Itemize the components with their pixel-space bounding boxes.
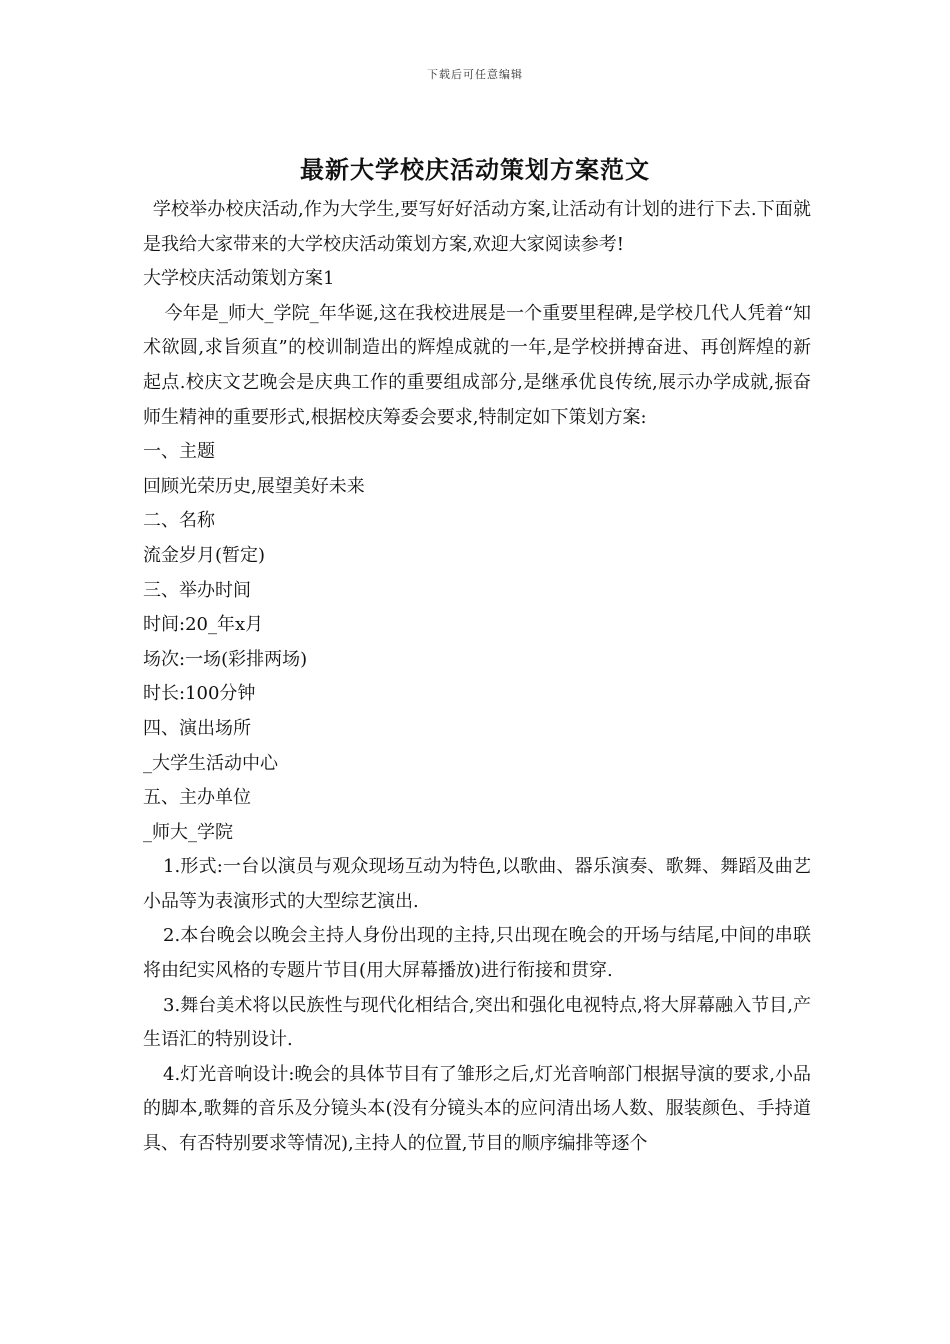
duration-text: 时长:100分钟 [143,683,256,705]
venue-text: _大学生活动中心 [143,752,278,774]
heading-time: 三、举办时间 [143,579,251,601]
heading-organizer: 五、主办单位 [143,787,251,809]
item-3-stage: 3.舞台美术将以民族性与现代化相结合,突出和强化电视特点,将大屏幕融入节目,产生语汇的特别设计. [143,994,811,1051]
intro-paragraph: 学校举办校庆活动,作为大学生,要写好好活动方案,让活动有计划的进行下去.下面就是我给大家带来的大学校庆活动策划方案,欢迎大家阅读参考! [143,199,811,255]
time-text: 时间:20_年x月 [143,614,264,636]
heading-theme: 一、主题 [143,441,215,463]
organizer-text: _师大_学院 [143,821,233,843]
item-4-lighting: 4.灯光音响设计:晚会的具体节目有了雏形之后,灯光音响部门根据导演的要求,小品的脚本,歌舞的音乐及分镜头本(没有分镜头本的应问清出场人数、服装颜色、手持道具、有否特别要求等情况),主持人的位置,节目的顺序编排等逐个 [143,1063,811,1155]
heading-venue: 四、演出场所 [143,717,251,739]
background-paragraph: 今年是_师大_学院_年华诞,这在我校进展是一个重要里程碑,是学校几代人凭着“知术欲圆,求旨须直”的校训制造出的辉煌成就的一年,是学校拼搏奋进、再创辉煌的新起点.校庆文艺晚会是庆典工作的重要组成部分,是继承优良传统,展示办学成就,振奋师生精神的重要形式,根据校庆筹委会要求,特制定如下策划方案: [143,302,811,428]
document-body [143,193,811,1162]
heading-name: 二、名称 [143,510,215,532]
theme-text: 回顾光荣历史,展望美好未来 [143,475,365,497]
item-2-host: 2.本台晚会以晚会主持人身份出现的主持,只出现在晚会的开场与结尾,中间的串联将由纪实风格的专题片节目(用大屏幕播放)进行衔接和贯穿. [143,925,811,982]
page-header-note: 下载后可任意编辑 [427,68,523,81]
name-text: 流金岁月(暂定) [143,544,266,566]
sessions-text: 场次:一场(彩排两场) [143,648,308,670]
section-heading-plan-1: 大学校庆活动策划方案1 [143,268,335,290]
item-1-format: 1.形式:一台以演员与观众现场互动为特色,以歌曲、器乐演奏、歌舞、舞蹈及曲艺小品等为表演形式的大型综艺演出. [143,856,811,912]
document-title: 最新大学校庆活动策划方案范文 [300,155,650,184]
